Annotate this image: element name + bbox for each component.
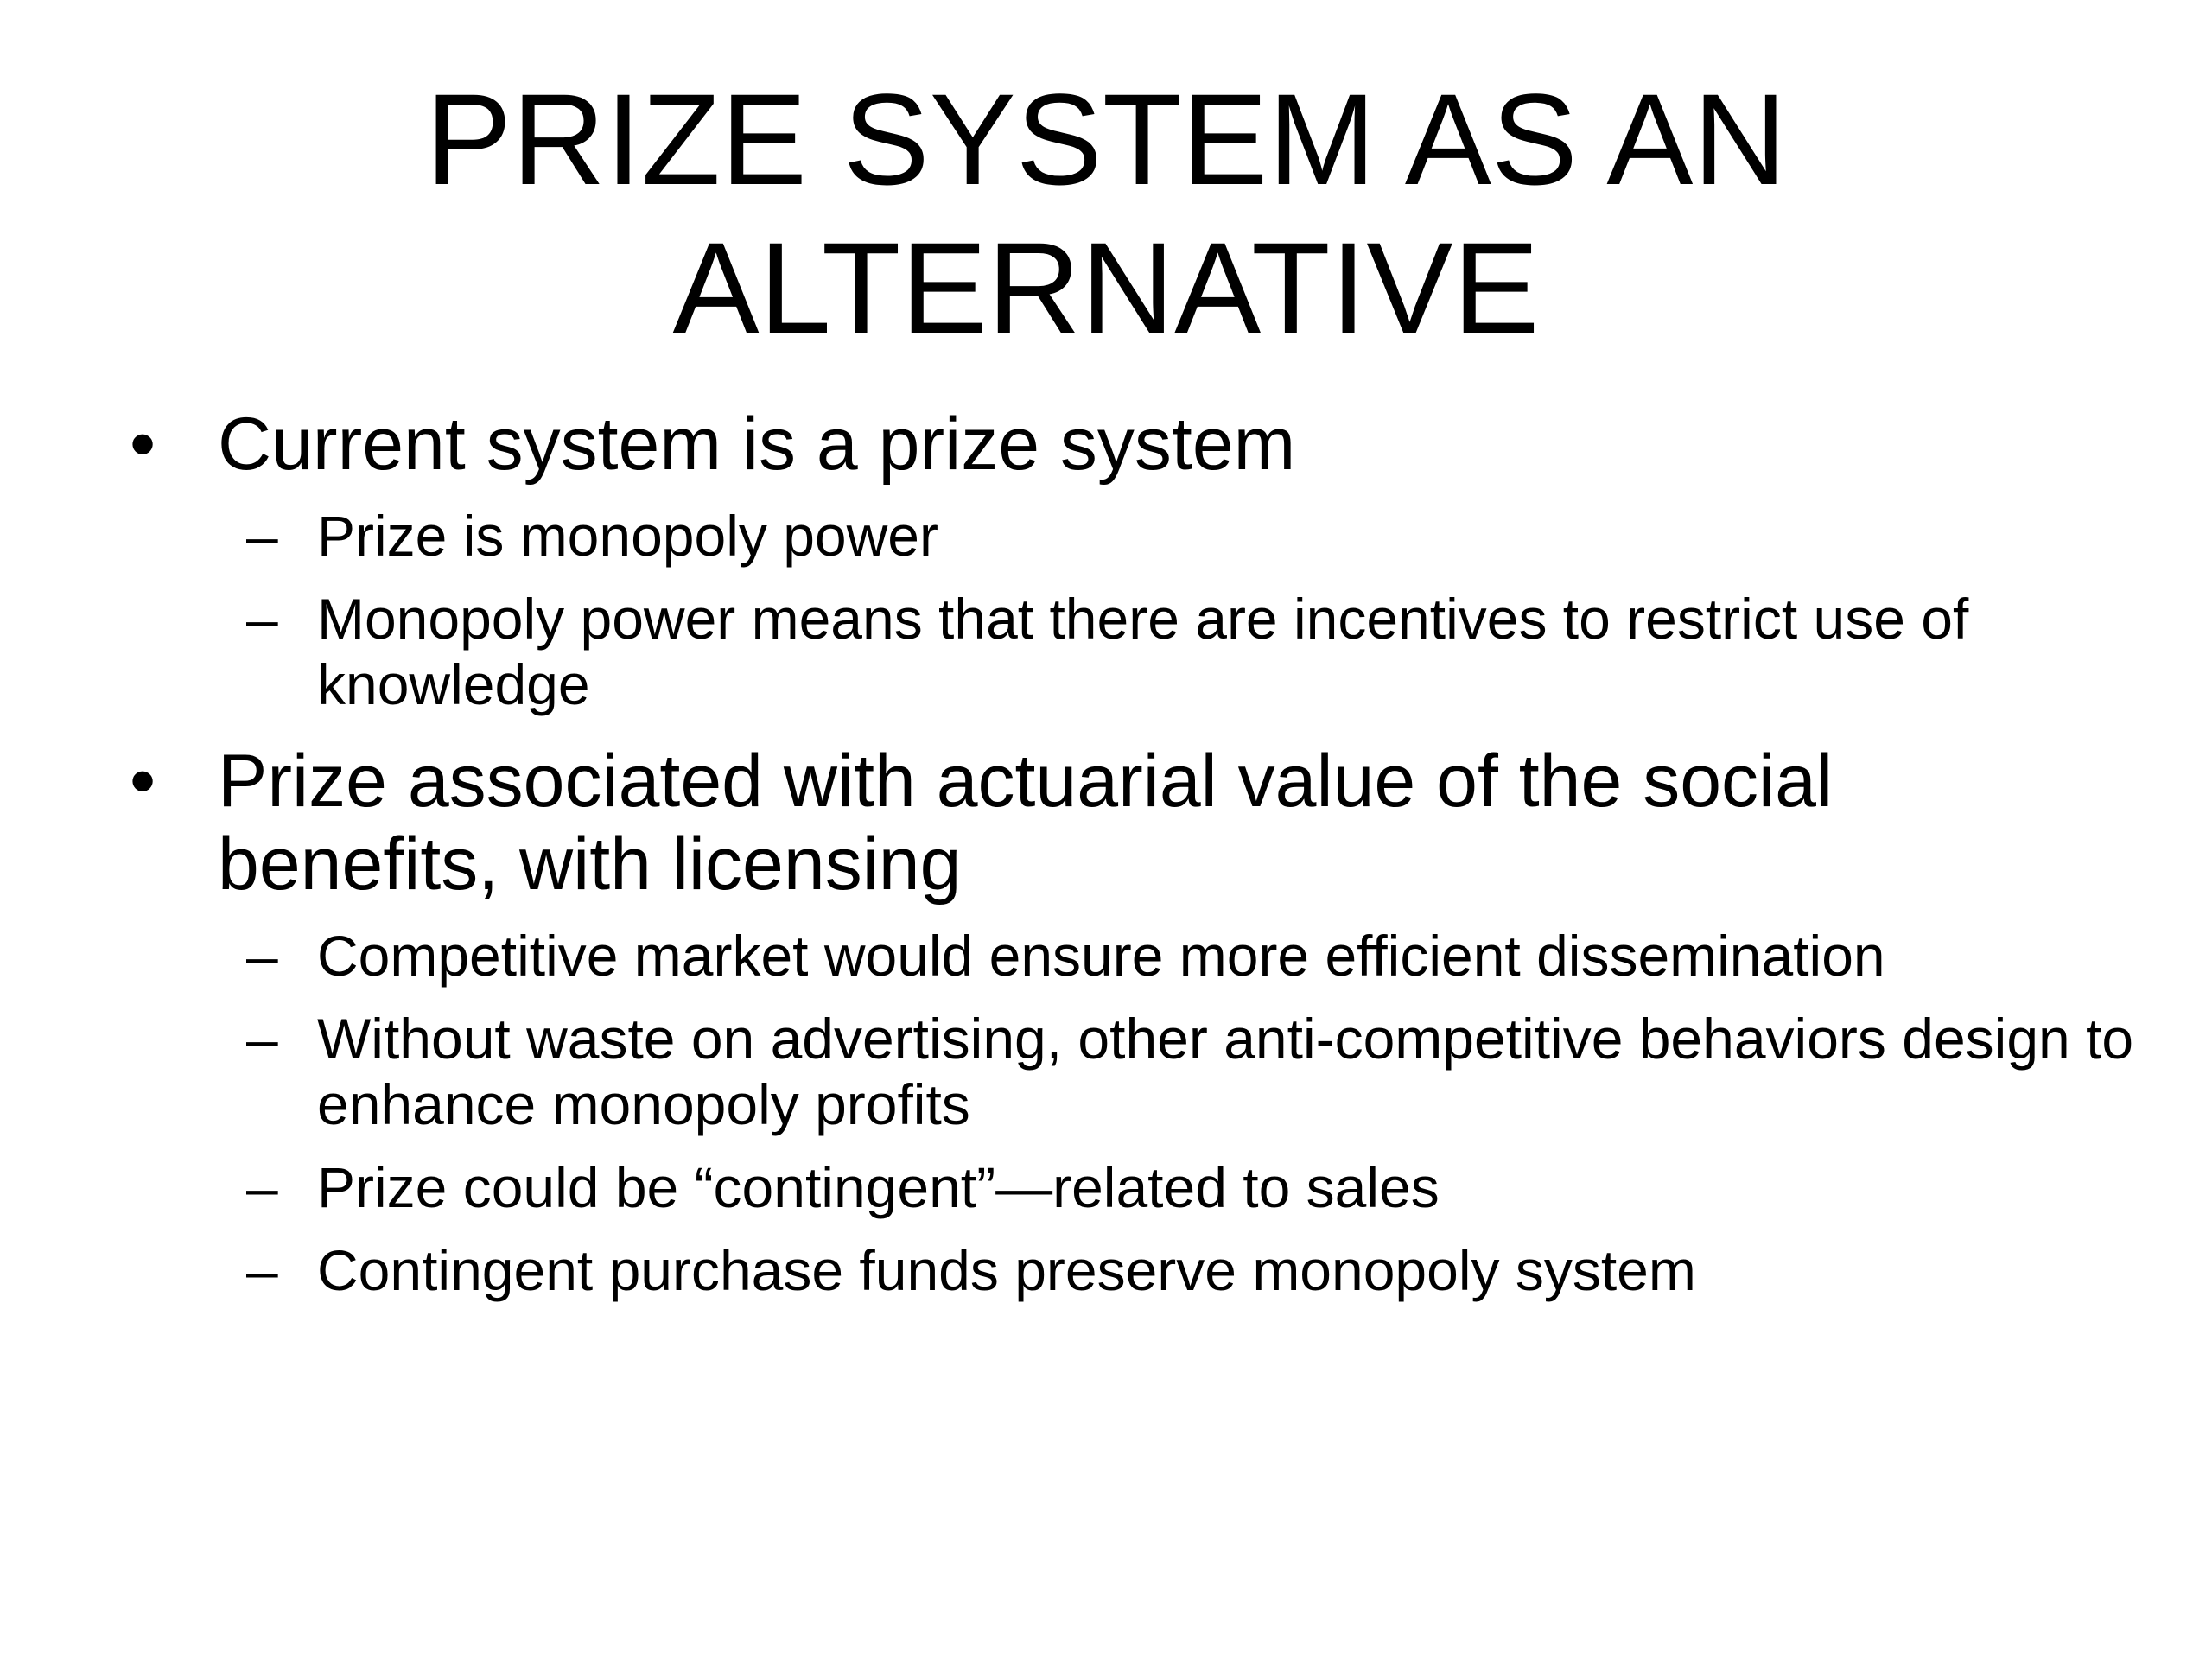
sub-bullet-item: [246, 1154, 2175, 1220]
sub-bullet-item: [246, 503, 2175, 569]
sub-bullet-text: Prize could be “contingent”—related to sales: [317, 1155, 1440, 1219]
sub-bullet-text: Contingent purchase funds preserve monopoly system: [317, 1238, 1696, 1302]
sub-bullet-marker: –: [246, 1007, 278, 1071]
slide-title: [0, 65, 2212, 362]
bullet-list: [0, 380, 2212, 1303]
sub-bullet-marker: –: [246, 1155, 278, 1219]
sub-bullet-marker: –: [246, 924, 278, 988]
bullet-text: Prize associated with actuarial value of the social benefits, with licensing: [218, 740, 1834, 906]
sub-bullet-text: Without waste on advertising, other anti-competitive behaviors design to enhance monopoly profits: [317, 1007, 2134, 1136]
bullet-marker: •: [130, 403, 156, 486]
bullet-group: [0, 403, 2212, 717]
title-line: ALTERNATIVE: [672, 215, 1540, 360]
sub-bullet-marker: –: [246, 587, 278, 651]
sub-bullet-text: Monopoly power means that there are incentives to restrict use of knowledge: [317, 587, 1969, 716]
sub-bullet-text: Prize is monopoly power: [317, 504, 938, 568]
bullet-item: [130, 740, 2006, 906]
sub-bullet-marker: –: [246, 504, 278, 568]
bullet-marker: •: [130, 740, 156, 823]
sub-bullet-marker: –: [246, 1238, 278, 1302]
sub-bullet-item: [246, 1237, 2175, 1303]
sub-bullet-text: Competitive market would ensure more efficient dissemination: [317, 924, 1885, 988]
bullet-group: [0, 740, 2212, 1303]
sub-bullet-item: [246, 1006, 2175, 1137]
sub-bullet-item: [246, 923, 2175, 988]
title-line: PRIZE SYSTEM AS AN: [425, 67, 1787, 212]
sub-bullet-item: [246, 586, 2175, 717]
bullet-text: Current system is a prize system: [218, 403, 1296, 486]
bullet-item: [130, 403, 2006, 486]
